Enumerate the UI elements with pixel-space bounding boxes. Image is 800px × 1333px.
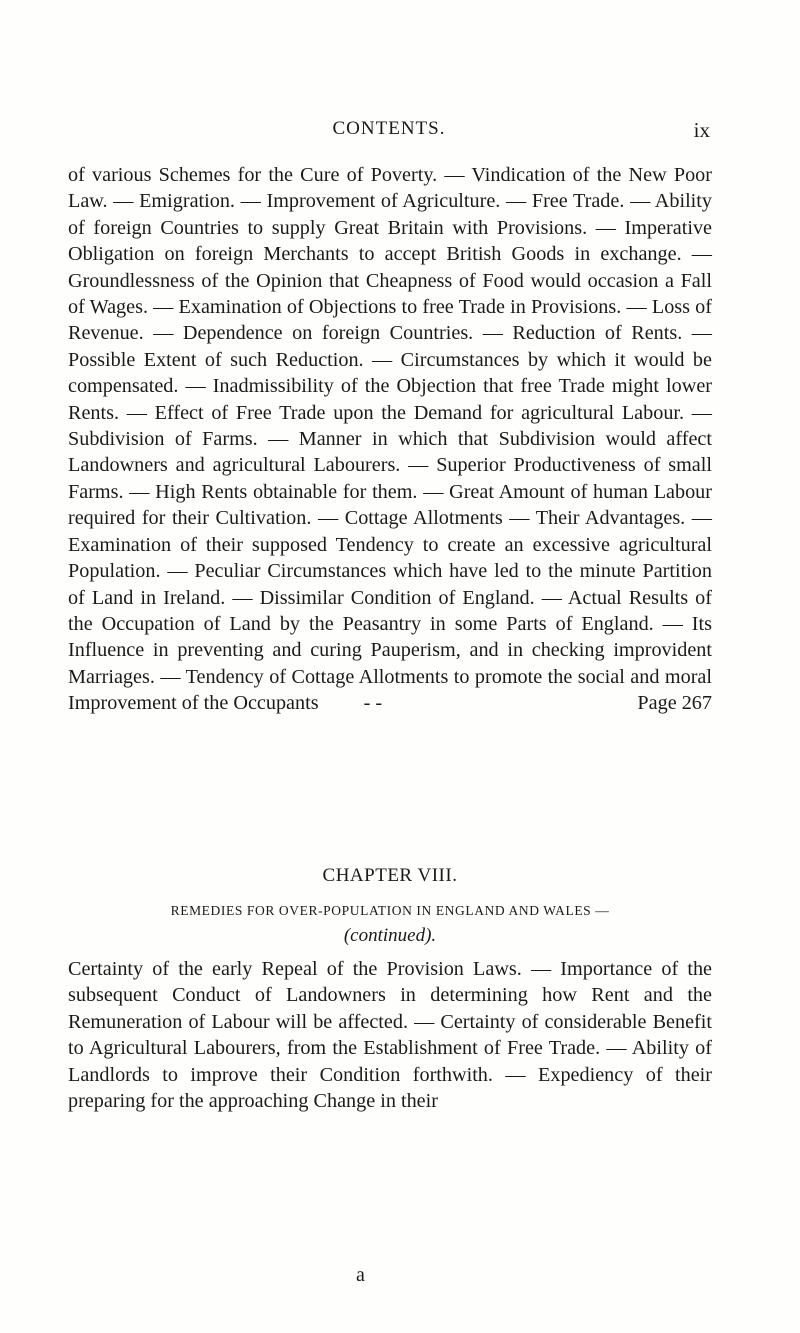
contents-text-2: Certainty of the early Repeal of the Provision Laws. — Importance of the subsequent Conduct of Landowners in determining how Rent and the Remuneration of Labour will be affected. — Certainty of considerable Benefit to Agricultural Labourers, from the Establishment of Free Trade. — Ability of Landlords to improve their Condition forthwith. — Expediency of their preparing for the approaching Change in their	[68, 958, 712, 1113]
contents-paragraph-1	[68, 162, 712, 717]
chapter-subheading: REMEDIES FOR OVER-POPULATION IN ENGLAND AND WALES —	[170, 903, 610, 918]
page-reference: Page 267	[637, 692, 712, 715]
dot-leader: - -	[363, 692, 383, 715]
chapter-heading: CHAPTER VIII.	[322, 865, 458, 886]
running-head	[68, 118, 710, 148]
signature-mark: a	[356, 1264, 365, 1286]
contents-paragraph-2	[68, 956, 712, 1114]
contents-text-1: of various Schemes for the Cure of Poverty. — Vindication of the New Poor Law. — Emigration. — Improvement of Agriculture. — Free Trade. — Ability of foreign Countries to supply Great Britain with Provisions. — Imperative Obligation on foreign Merchants to accept British Goods in exchange. — Groundlessness of the Opinion that Cheapness of Food would occasion a Fall of Wages. — Examination of Objections to free Trade in Provisions. — Loss of Revenue. — Dependence on foreign Countries. — Reduction of Rents. — Possible Extent of such Reduction. — Circumstances by which it would be compensated. — Inadmissibility of the Objection that free Trade might lower Rents. — Effect of Free Trade upon the Demand for agricultural Labour. — Subdivision of Farms. — Manner in which that Subdivision would affect Landowners and agricultural Labourers. — Superior Productiveness of small Farms. — High Rents obtainable for them. — Great Amount of human Labour required for their Cultivation. — Cottage Allotments — Their Advantages. — Examination of their supposed Tendency to create an excessive agricultural Population. — Peculiar Circumstances which have led to the minute Partition of Land in Ireland. — Dissimilar Condition of England. — Actual Results of the Occupation of Land by the Peasantry in some Parts of England. — Its Influence in preventing and curing Pauperism, and in checking improvident Marriages. — Tendency of Cottage Allotments to promote the social and moral Improvement of the Occupants	[68, 164, 712, 715]
page-number: ix	[693, 118, 710, 142]
chapter-continued: (continued).	[343, 925, 437, 946]
running-title: CONTENTS.	[332, 118, 446, 139]
